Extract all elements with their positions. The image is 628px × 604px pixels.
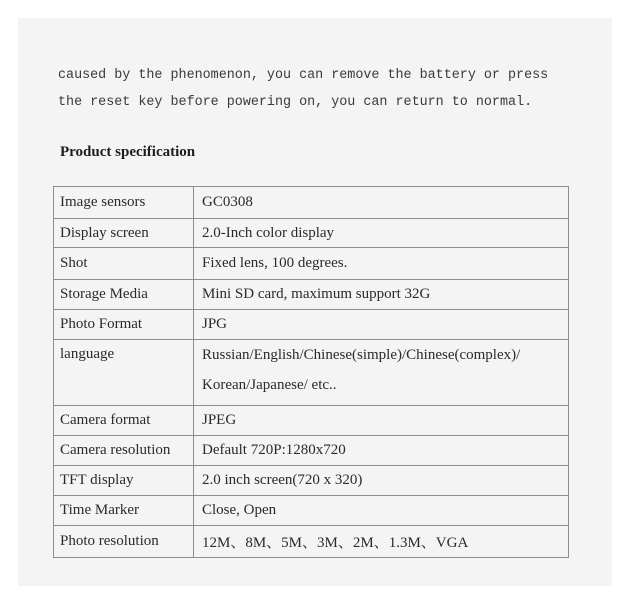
spec-label: Photo resolution: [54, 526, 194, 558]
spec-label: Camera format: [54, 406, 194, 436]
spec-label: Photo Format: [54, 310, 194, 340]
spec-value: Mini SD card, maximum support 32G: [194, 280, 569, 310]
spec-value: [194, 340, 569, 406]
table-row: [54, 310, 569, 340]
section-title: Product specification: [60, 144, 196, 160]
spec-value: 12M、8M、5M、3M、2M、1.3M、VGA: [194, 526, 569, 558]
table-row: [54, 436, 569, 466]
spec-value: JPEG: [194, 406, 569, 436]
spec-label: Shot: [54, 248, 194, 280]
spec-label: Time Marker: [54, 496, 194, 526]
spec-value: JPG: [194, 310, 569, 340]
spec-value: Default 720P:1280x720: [194, 436, 569, 466]
spec-value: 2.0-Inch color display: [194, 219, 569, 248]
table-row: [54, 526, 569, 558]
table-row: [54, 406, 569, 436]
table-row: [54, 187, 569, 219]
table-row: [54, 280, 569, 310]
table-row: [54, 248, 569, 280]
spec-label: Storage Media: [54, 280, 194, 310]
spec-label: TFT display: [54, 466, 194, 496]
spec-value: 2.0 inch screen(720 x 320): [194, 466, 569, 496]
spec-label: Display screen: [54, 219, 194, 248]
spec-value-line: Russian/English/Chinese(simple)/Chinese(complex)/: [202, 347, 521, 363]
intro-paragraph: [58, 62, 578, 116]
intro-line: the reset key before powering on, you can return to normal.: [58, 95, 533, 110]
table-row: [54, 219, 569, 248]
spec-label: Image sensors: [54, 187, 194, 219]
table-row: [54, 496, 569, 526]
spec-table: [53, 186, 569, 558]
intro-line: caused by the phenomenon, you can remove the battery or press: [58, 68, 549, 83]
table-row: [54, 340, 569, 406]
spec-value-line: Korean/Japanese/ etc..: [202, 377, 337, 393]
table-row: [54, 466, 569, 496]
spec-value: Fixed lens, 100 degrees.: [194, 248, 569, 280]
spec-value: Close, Open: [194, 496, 569, 526]
spec-label: Camera resolution: [54, 436, 194, 466]
spec-value: GC0308: [194, 187, 569, 219]
spec-label: language: [54, 340, 194, 406]
